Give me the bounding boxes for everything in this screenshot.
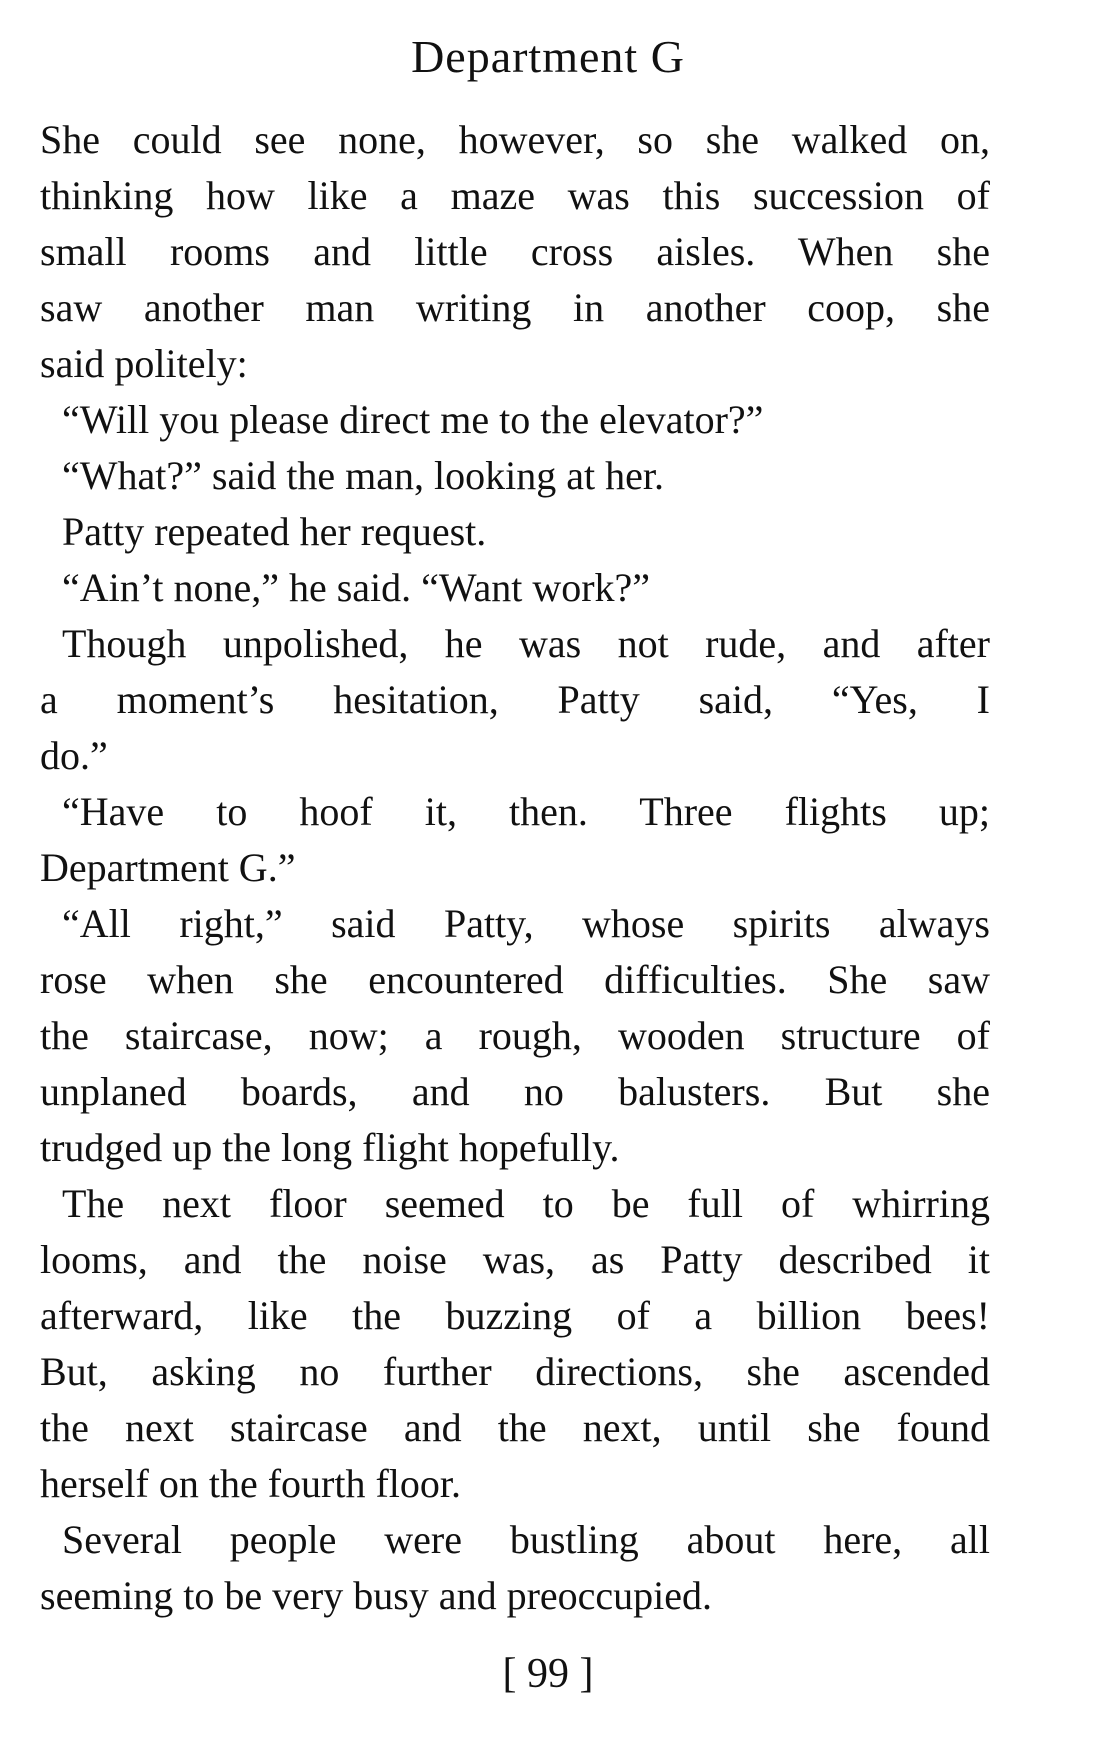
text-line: saw another man writing in another coop, she (40, 285, 990, 330)
text-line: Patty repeated her request. (62, 509, 487, 554)
text-line: herself on the fourth floor. (40, 1461, 461, 1506)
text-line: Department G.” (40, 845, 296, 890)
text-line: unplaned boards, and no balusters. But she (40, 1069, 990, 1114)
text-line: thinking how like a maze was this succession of (40, 173, 990, 218)
text-line: “All right,” said Patty, whose spirits always (62, 901, 990, 946)
text-line: Though unpolished, he was not rude, and after (62, 621, 990, 666)
text-line: do.” (40, 733, 108, 778)
text-line: a moment’s hesitation, Patty said, “Yes, I (40, 677, 990, 722)
running-head: Department G (411, 31, 685, 82)
text-line: small rooms and little cross aisles. When she (40, 229, 990, 274)
text-line: rose when she encountered difficulties. She saw (40, 957, 990, 1002)
text-line: looms, and the noise was, as Patty described it (40, 1237, 990, 1282)
text-line: trudged up the long flight hopefully. (40, 1125, 620, 1170)
text-line: But, asking no further directions, she ascended (40, 1349, 990, 1394)
text-line: “Will you please direct me to the elevator?” (62, 397, 764, 442)
text-line: said politely: (40, 341, 248, 386)
text-line: “What?” said the man, looking at her. (62, 453, 665, 498)
text-line: the staircase, now; a rough, wooden structure of (40, 1013, 990, 1058)
text-line: “Ain’t none,” he said. “Want work?” (62, 565, 651, 610)
body-text (40, 112, 990, 1624)
text-line: the next staircase and the next, until she found (40, 1405, 990, 1450)
text-line: The next floor seemed to be full of whirring (62, 1181, 990, 1226)
text-line: “Have to hoof it, then. Three flights up; (62, 789, 990, 834)
page-number: [ 99 ] (502, 1651, 594, 1697)
text-line: She could see none, however, so she walked on, (40, 117, 990, 162)
text-line: Several people were bustling about here, all (62, 1517, 990, 1562)
text-line: seeming to be very busy and preoccupied. (40, 1573, 713, 1618)
text-line: afterward, like the buzzing of a billion bees! (40, 1293, 990, 1338)
